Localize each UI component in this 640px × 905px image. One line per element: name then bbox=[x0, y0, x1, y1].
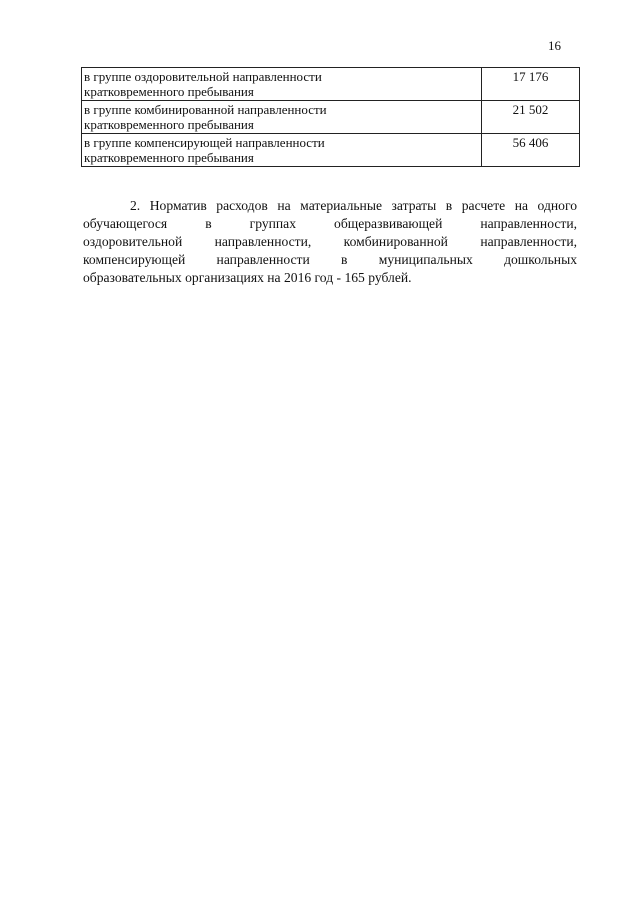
table-row bbox=[82, 101, 580, 134]
table-row-label bbox=[82, 68, 482, 101]
table-row-label-line: кратковременного пребывания bbox=[84, 117, 254, 132]
norm-table bbox=[81, 67, 580, 167]
table-row-value: 56 406 bbox=[482, 134, 580, 167]
table-row-label-line: в группе комбинированной направленности bbox=[84, 102, 327, 117]
table-row-label bbox=[82, 134, 482, 167]
table-row-value: 17 176 bbox=[482, 68, 580, 101]
table-row bbox=[82, 134, 580, 167]
paragraph-line: обучающегося в группах общеразвивающей направленности, bbox=[83, 216, 577, 231]
page-number: 16 bbox=[548, 38, 561, 53]
paragraph-line: компенсирующей направленности в муниципальных дошкольных bbox=[83, 252, 577, 267]
table-row bbox=[82, 68, 580, 101]
table-row-label bbox=[82, 101, 482, 134]
table-row-label-line: кратковременного пребывания bbox=[84, 84, 254, 99]
paragraph-line: 2. Норматив расходов на материальные затраты в расчете на одного bbox=[130, 198, 577, 213]
table-row-value: 21 502 bbox=[482, 101, 580, 134]
table-row-label-line: в группе компенсирующей направленности bbox=[84, 135, 325, 150]
paragraph-line: оздоровительной направленности, комбинированной направленности, bbox=[83, 234, 577, 249]
table-row-label-line: в группе оздоровительной направленности bbox=[84, 69, 322, 84]
body-paragraph bbox=[83, 197, 577, 287]
paragraph-line: образовательных организациях на 2016 год - 165 рублей. bbox=[83, 270, 412, 285]
table-row-label-line: кратковременного пребывания bbox=[84, 150, 254, 165]
